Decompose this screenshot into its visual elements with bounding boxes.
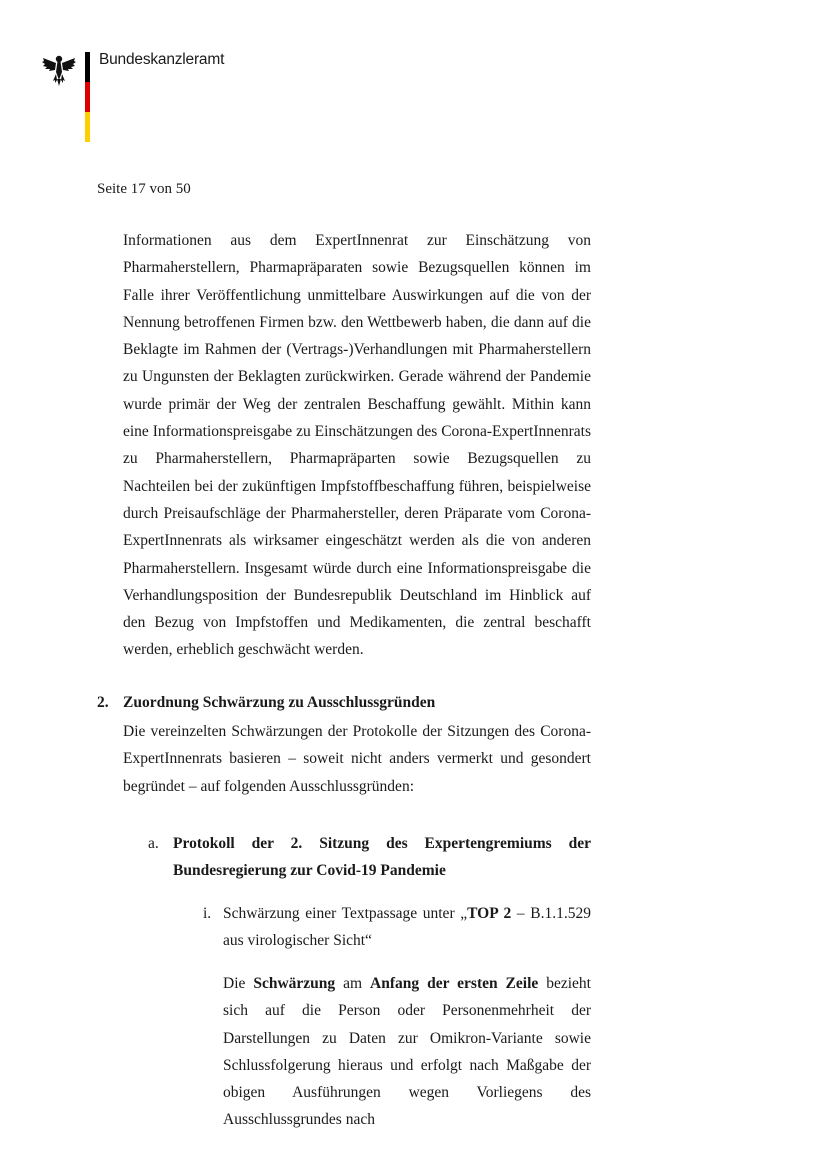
list-item-text-bold: TOP 2 <box>467 905 512 922</box>
final-paragraph <box>223 970 591 1134</box>
section-paragraph: Die vereinzelten Schwärzungen der Protokolle der Sitzungen des Corona-ExpertInnenrats basieren – soweit nicht anders vermerkt und gesondert begründet – auf folgenden Ausschlussgründen: <box>123 723 591 795</box>
flag-stripe-gold <box>85 112 90 142</box>
brand-name: Bundeskanzleramt <box>99 51 225 68</box>
section-title: Zuordnung Schwärzung zu Ausschlussgründen <box>123 694 436 711</box>
main-paragraph: Informationen aus dem ExpertInnenrat zur Einschätzung von Pharmaherstellern, Pharmapräparaten sowie Bezugsquellen können im Falle ihrer Veröffentlichung unmittelbare Auswirkungen auf die von der Nennung betroffenen Firmen bzw. den Wettbewerb haben, die dann auf die Beklagte im Rahmen der (Vertrags-)Verhandlungen mit Pharmaherstellern zu Ungunsten der Beklagten zurückwirken. Gerade während der Pandemie wurde primär der Weg der zentralen Beschaffung gewählt. Mithin kann eine Informationspreisgabe zu Einschätzungen des Corona-ExpertInnenrats zu Pharmaherstellern, Pharmapräparten sowie Bezugsquellen zu Nachteilen bei der zukünftigen Impfstoffbeschaffung führen, beispielweise durch Preisaufschläge der Pharmahersteller, deren Präparate vom Corona-ExpertInnenrats als wirksamer eingeschätzt werden als die von anderen Pharmaherstellern. Insgesamt würde durch eine Informationspreisgabe die Verhandlungsposition der Bundesrepublik Deutschland im Hinblick auf den Bezug von Impfstoffen und Medikamenten, die zentral beschafft werden, erheblich geschwächt werden. <box>123 232 591 659</box>
page-number: Seite 17 von 50 <box>97 181 191 197</box>
letterhead <box>0 0 826 150</box>
subsection-number: a. <box>148 835 159 852</box>
subsection-heading <box>148 830 591 885</box>
final-text-3: bezieht sich auf die Person oder Personenmehrheit der Darstellungen zu Daten zur Omikron-Variante sowie Schlussfolgerung hieraus und erfolgt nach Maßgabe der obigen Ausführungen wegen Vorliegens des Ausschlussgrundes nach <box>223 975 591 1129</box>
final-text-2: am <box>335 975 371 992</box>
section-heading <box>97 694 435 712</box>
list-item-text-start: Schwärzung einer Textpassage unter „ <box>223 905 468 922</box>
flag-stripe-red <box>85 82 90 112</box>
list-item-number: i. <box>203 905 212 922</box>
federal-eagle-icon <box>41 52 77 88</box>
list-item-text-end: – B.1.1.529 aus virologischer Sicht“ <box>223 905 591 950</box>
final-text-1: Die <box>223 975 254 992</box>
subsection-title: Protokoll der 2. Sitzung des Expertengremiums der Bundesregierung zur Covid-19 Pandemie <box>173 835 591 880</box>
final-bold-2: Anfang der ersten Zeile <box>370 975 539 992</box>
german-flag-bar <box>85 52 90 142</box>
list-item-text <box>223 900 591 955</box>
section-number: 2. <box>97 694 109 711</box>
final-bold-1: Schwärzung <box>253 975 336 992</box>
list-item <box>203 900 591 955</box>
flag-stripe-black <box>85 52 90 82</box>
